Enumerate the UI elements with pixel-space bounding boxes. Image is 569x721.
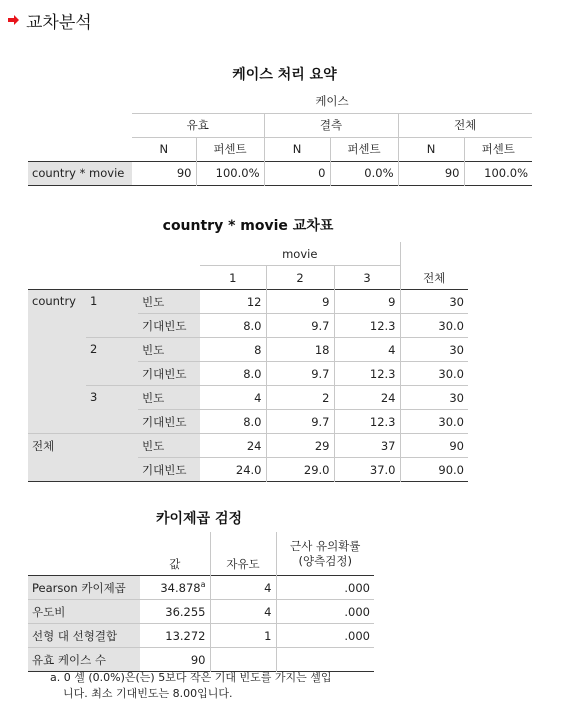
cell: 12.3 xyxy=(334,314,400,338)
cell: 100.0% xyxy=(196,161,264,185)
table-row xyxy=(28,338,468,362)
table-row xyxy=(28,648,374,672)
cell: 13.272 xyxy=(165,628,206,643)
table-row xyxy=(28,624,374,648)
row-label: 유효 케이스 수 xyxy=(28,648,140,672)
chisq-header-sig-line2: (양측검정) xyxy=(298,553,352,568)
cell: 2 xyxy=(266,386,334,410)
cell: 29.0 xyxy=(266,458,334,482)
cell: 9.7 xyxy=(266,362,334,386)
table-row xyxy=(28,576,374,600)
cell: 90 xyxy=(400,434,468,458)
summary-sub-header: N xyxy=(264,137,330,161)
cell xyxy=(210,648,276,672)
stat-label: 빈도 xyxy=(138,338,200,362)
cell xyxy=(276,648,374,672)
chisq-header-sig-line1: 근사 유의확률 xyxy=(290,538,361,553)
stat-label: 빈도 xyxy=(138,290,200,314)
footnote-marker: a xyxy=(200,580,206,590)
crosstab-table xyxy=(28,242,468,482)
cell: 18 xyxy=(266,338,334,362)
cell: .000 xyxy=(276,624,374,648)
page-header xyxy=(8,8,92,32)
crosstab-col-header: 1 xyxy=(229,270,237,285)
crosstab-total-header: 전체 xyxy=(400,242,468,290)
cell: 9.7 xyxy=(266,410,334,434)
cell: 30.0 xyxy=(400,362,468,386)
cell: 12.3 xyxy=(334,362,400,386)
summary-sub-header: N xyxy=(398,137,464,161)
cell: 24 xyxy=(246,438,262,453)
row-label: 우도비 xyxy=(28,600,140,624)
cell: 24.0 xyxy=(235,462,262,477)
cell: 30 xyxy=(400,386,468,410)
stat-label: 기대빈도 xyxy=(138,314,200,338)
chisq-footnote xyxy=(50,670,380,702)
crosstab-col-header: 3 xyxy=(334,266,400,290)
cell: 90 xyxy=(398,161,464,185)
cell: 9.7 xyxy=(266,314,334,338)
cell: 30 xyxy=(400,290,468,314)
cell: 30.0 xyxy=(400,314,468,338)
cell: 30 xyxy=(400,338,468,362)
chisq-title: 카이제곱 검정 xyxy=(155,511,243,527)
summary-sub-header: 퍼센트 xyxy=(330,137,398,161)
group-label: 1 xyxy=(86,290,138,338)
cell: 4 xyxy=(210,576,276,600)
table-row xyxy=(28,386,468,410)
stat-label: 빈도 xyxy=(138,386,200,410)
cell: 8.0 xyxy=(243,318,262,333)
row-label: 선형 대 선형결합 xyxy=(28,624,140,648)
stat-label: 기대빈도 xyxy=(138,410,200,434)
cell: 4 xyxy=(334,338,400,362)
cell: 29 xyxy=(266,434,334,458)
cell: .000 xyxy=(276,600,374,624)
cell: 4 xyxy=(210,600,276,624)
cell: 0.0% xyxy=(330,161,398,185)
cell: 12.3 xyxy=(334,410,400,434)
cell xyxy=(140,576,210,600)
cell: 90.0 xyxy=(400,458,468,482)
group-label: 2 xyxy=(86,338,138,386)
cell: 36.255 xyxy=(165,604,206,619)
cell: 1 xyxy=(210,624,276,648)
group-label: 3 xyxy=(86,386,138,434)
stat-label: 기대빈도 xyxy=(138,458,200,482)
footnote-line: a. 0 셀 (0.0%)은(는) 5보다 작은 기대 빈도를 가지는 셀입 xyxy=(50,671,332,684)
crosstab-col-header: 2 xyxy=(266,266,334,290)
page-title: 교차분석 xyxy=(26,12,92,33)
stat-label: 빈도 xyxy=(138,434,200,458)
cell: 12 xyxy=(246,294,262,309)
cell: 8.0 xyxy=(243,366,262,381)
row-label: country * movie xyxy=(28,161,132,185)
cell: .000 xyxy=(276,576,374,600)
summary-col-group: 전체 xyxy=(398,113,532,137)
summary-group-label: 케이스 xyxy=(132,90,532,113)
table-row xyxy=(28,290,468,314)
chisq-header-sig xyxy=(276,532,374,576)
summary-sub-header: 퍼센트 xyxy=(196,137,264,161)
cell: 37.0 xyxy=(334,458,400,482)
total-label: 전체 xyxy=(28,434,138,482)
crosstab-col-group: movie xyxy=(200,242,400,266)
cell: 8 xyxy=(254,342,262,357)
cell: 90 xyxy=(176,166,192,180)
cell: 4 xyxy=(254,390,262,405)
cell: 9 xyxy=(334,290,400,314)
cell: 37 xyxy=(334,434,400,458)
summary-title: 케이스 처리 요약 xyxy=(232,67,337,83)
table-row xyxy=(28,434,468,458)
crosstab-title: country * movie 교차표 xyxy=(162,218,334,234)
row-var-label: country xyxy=(28,290,86,434)
row-label: Pearson 카이제곱 xyxy=(28,576,140,600)
cell: 90 xyxy=(190,652,206,667)
cell-value: 34.878 xyxy=(160,580,201,595)
chisq-table xyxy=(28,532,374,672)
chisq-header-df: 자유도 xyxy=(210,532,276,576)
arrow-right-icon xyxy=(8,14,20,26)
cell: 30.0 xyxy=(400,410,468,434)
summary-sub-header: N xyxy=(159,142,169,156)
cell: 9 xyxy=(266,290,334,314)
cell: 100.0% xyxy=(464,161,532,185)
footnote-line: 니다. 최소 기대빈도는 8.00입니다. xyxy=(63,687,233,700)
summary-table xyxy=(28,90,532,186)
cell: 8.0 xyxy=(243,414,262,429)
cell: 24 xyxy=(334,386,400,410)
chisq-header-value: 값 xyxy=(169,557,181,571)
cell: 0 xyxy=(264,161,330,185)
summary-sub-header: 퍼센트 xyxy=(464,137,532,161)
table-row xyxy=(28,161,532,185)
table-row xyxy=(28,600,374,624)
summary-col-group: 유효 xyxy=(132,113,264,137)
stat-label: 기대빈도 xyxy=(138,362,200,386)
summary-col-group: 결측 xyxy=(264,113,398,137)
